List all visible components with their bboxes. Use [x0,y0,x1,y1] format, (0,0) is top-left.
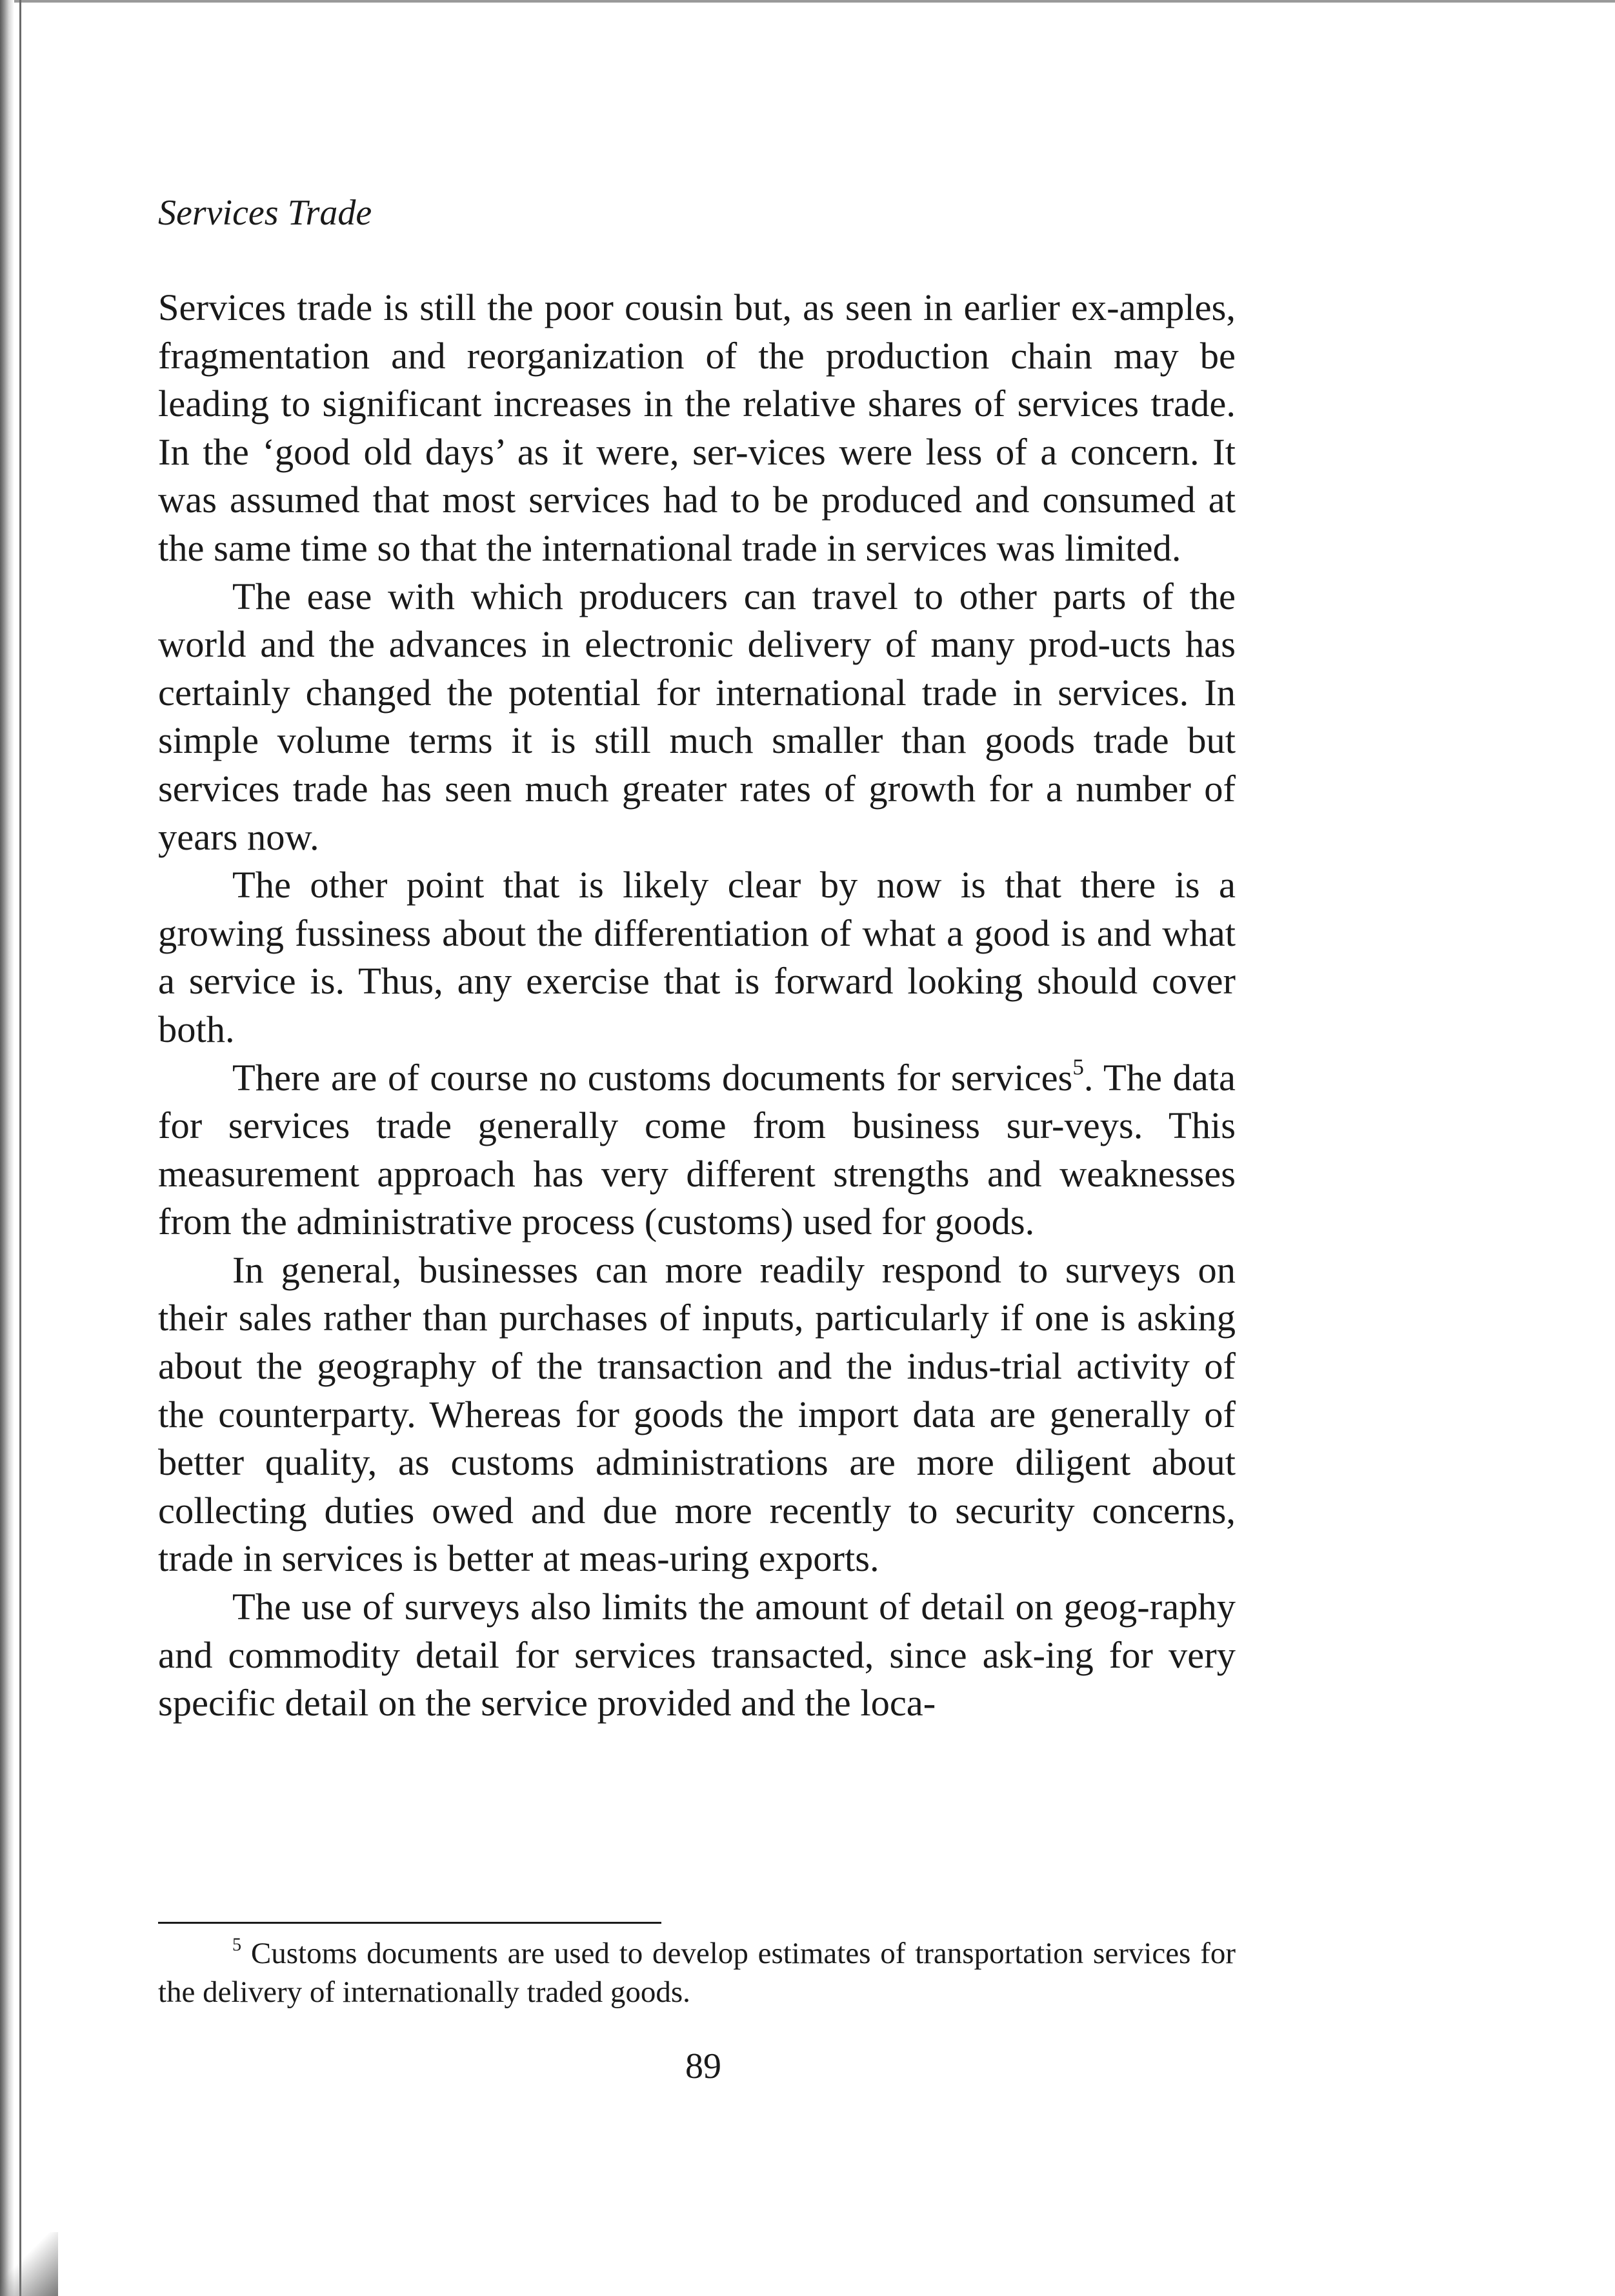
paragraph-4 [158,1054,1236,1246]
footnote [158,1934,1236,2011]
paragraph-5: In general, businesses can more readily respond to surveys on their sales rather than purchases of inputs, particularly if one is asking about the geography of the transaction and the indus-trial activity of the counterparty. Whereas for goods the import data are generally of better quality, as customs administrations are more diligent about collecting duties owed and due more recently to security concerns, trade in services is better at meas-uring exports. [158,1248,1236,1580]
paragraph-1: Services trade is still the poor cousin but, as seen in earlier ex-amples, fragmentation and reorganization of the production chain may be leading to significant increases in the relative shares of services trade. In the ‘good old days’ as it were, ser-vices were less of a concern. It was assumed that most services had to be produced and consumed at the same time so that the international trade in services was limited. [158,286,1236,569]
scan-binding-line [19,0,21,2296]
paragraph-6: The use of surveys also limits the amount of detail on geog-raphy and commodity detail for services transacted, since ask-ing for very specific detail on the service provided and the loca- [158,1586,1236,1724]
paragraph-3: The other point that is likely clear by now is that there is a growing fussiness about the differentiation of what a good is and what a service is. Thus, any exercise that is forward looking should cover both. [158,864,1236,1050]
footnote-body [158,1934,1236,2011]
paragraph-4-start: There are of course no customs documents for services [232,1056,1073,1099]
footnote-rule [158,1922,661,1924]
footnote-marker: 5 [232,1935,242,1955]
paragraph-4-rest: . The data for services trade generally come from business sur-veys. This measurement approach has very different strengths and weaknesses from the administrative process (customs) used for goods. [158,1056,1236,1243]
scan-binding-shadow [0,0,14,2296]
footnote-text: Customs documents are used to develop estimates of transportation services for the delivery of internationally traded goods. [158,1937,1236,2009]
scan-corner-shadow [0,2232,58,2296]
paragraph-2: The ease with which producers can travel to other parts of the world and the advances in electronic delivery of many prod-ucts has certainly changed the potential for international trade in services. In simple volume terms it is still much smaller than goods trade but services trade has seen much greater rates of growth for a number of years now. [158,575,1236,858]
footnote-reference: 5 [1072,1053,1084,1079]
scan-top-edge [0,0,1615,3]
running-head: Services Trade [158,193,372,233]
page-number: 89 [685,2046,721,2086]
body-text [158,284,1236,1728]
